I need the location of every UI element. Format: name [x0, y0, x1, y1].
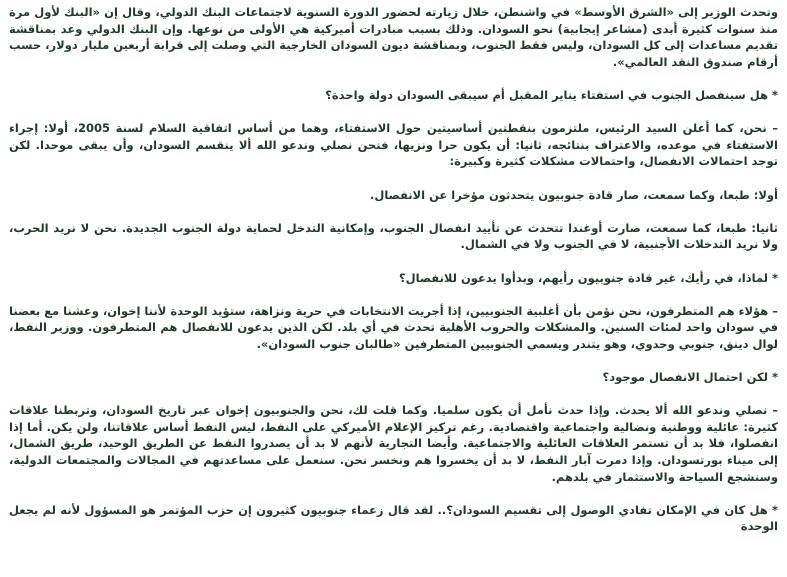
answer-paragraph: أولا: طبعا، وكما سمعت، صار قادة جنوبيون يتحدثون مؤخرا عن الانفصال.	[369, 187, 778, 202]
answer-paragraph: – نحن، كما أعلن السيد الرئيس، ملتزمون بنقطتين أساسيتين حول الاستفتاء، وهما من أساس اتفاقية السلام لسنة 2005، أولا: إجراء الاستفتاء في موعده، والاعتراف بنتائجه، ثانيا: أن يكون حرا ونزيها، فنحن نصلي وندعو الله ألا ينقسم السودان، وأن يبقى موحدا. لكن توجد احتمالات الانفصال، واحتمالات مشكلات كثيرة وكبيرة:	[9, 121, 778, 169]
question-paragraph: * لماذا، في رأيك، غير قادة جنوبيون رأيهم، وبدأوا يدعون للانفصال؟	[399, 270, 778, 285]
question-paragraph: * لكن احتمال الانفصال موجود؟	[602, 370, 778, 385]
paragraph-intro: وتحدث الوزير إلى «الشرق الأوسط» في واشنطن، خلال زيارته لحضور الدورة السنوية لاجتماعات البنك الدولي، وقال إن «البنك لأول مرة منذ سنوات كثيرة أبدى (مشاعر إيجابية) نحو السودان. وذلك بسبب مبادرات أميركية هي الأولى من نوعها. وإن البنك الدولي وعد بمناقشة تقديم مساعدات إلى كل السودان، وليس فقط الجنوب، وبمناقشة ديون السودان الخارجية التي وصلت إلى قرابة أربعين مليار دولار، حسب أرقام صندوق النقد العالمي».	[9, 5, 778, 69]
answer-paragraph: ثانيا: طبعا، كما سمعت، صارت أوغندا تتحدث عن تأييد انفصال الجنوب، وإمكانية التدخل لحماية دولة الجنوب الجديدة. نحن لا نريد الحرب، ولا نريد التدخلات الأجنبية، لا في الجنوب ولا في الشمال.	[9, 220, 778, 252]
question-paragraph: * هل سينفصل الجنوب في استفتاء يناير المقبل أم سيبقى السودان دولة واحدة؟	[325, 87, 778, 102]
answer-paragraph: – هؤلاء هم المتطرفون، نحن نؤمن بأن أغلبية الجنوبيين، إذا أجريت الانتخابات في حرية ونزاهة، ستؤيد الوحدة لأننا إخوان، وعشنا مع بعضنا في سودان واحد لمئات السنين. والمشكلات والحروب الأهلية تحدث في أي بلد. لكن الذين يدعون للانفصال هم المتطرفون. ووزير النفط، لوال دينق، جنوبي وحدوي، وهو يتندر ويسمي الجنوبيين المتطرفين «طالبان جنوب السودان».	[9, 303, 778, 351]
question-paragraph: * هل كان في الإمكان تفادي الوصول إلى تقسيم السودان؟.. لقد قال زعماء جنوبيون كثيرون إن حزب المؤتمر هو المسؤول لأنه لم يجعل الوحدة	[9, 502, 778, 534]
answer-paragraph: – نصلي وندعو الله ألا يحدث. وإذا حدث نأمل أن يكون سلميا. وكما قلت لك، نحن والجنوبيون إخوان عبر تاريخ السودان، وتربطنا علاقات كثيرة: عائلية ووطنية ونضالية واجتماعية واقتصادية. رغم تركيز الإعلام الأميركي على النفط، ليس النفط أساس علاقاتنا، ولن يكن. أما إذا انفصلوا، فلا بد أن تستمر العلاقات العائلية والاجتماعية. وأيضا التجارية لأنهم لا بد أن يصدروا النفط عن الطريق الوحيد، طريق الشمال، إلى ميناء بورتسودان. وإذا دمرت آبار النفط، لا بد أن يخسروا هم ونخسر نحن. سنعمل على مساعدتهم في المجالات والمجتمعات الدولية، وسنشجع السياحة والاستثمار في بلدهم.	[9, 403, 778, 484]
